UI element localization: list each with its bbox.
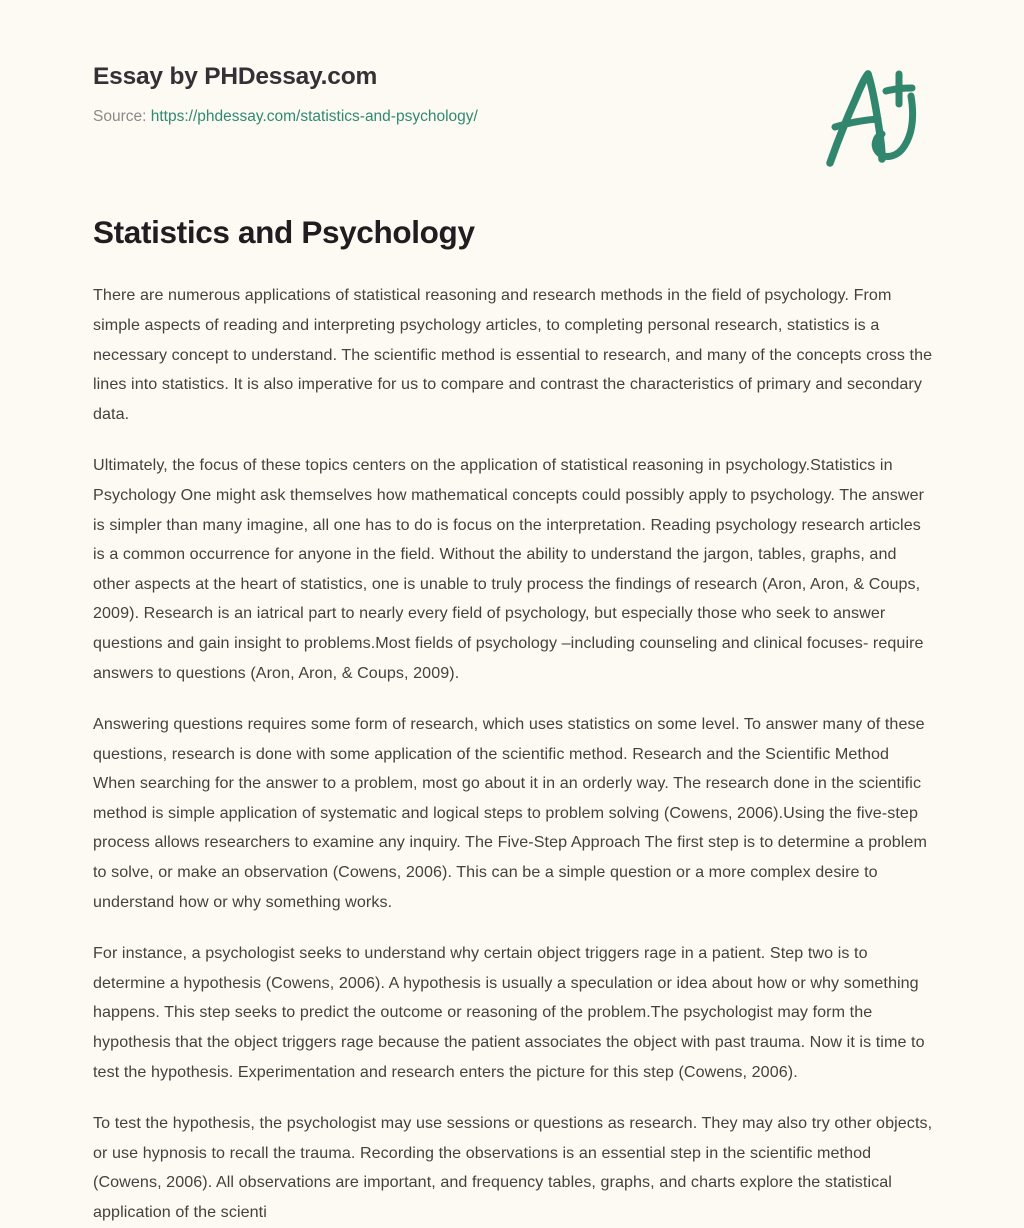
paragraph: Ultimately, the focus of these topics centers on the application of statistical reasoning in psychology.Statistics in Psychology One might ask themselves how mathematical concepts could possibly apply to psychology. The answer is simpler than many imagine, all one has to do is focus on the interpretation. Reading psychology research articles is a common occurrence for anyone in the field. Without the ability to understand the jargon, tables, graphs, and other aspects at the heart of statistics, one is unable to truly process the findings of research (Aron, Aron, & Coups, 2009). Research is an iatrical part to nearly every field of psychology, but especially those who seek to answer questions and gain insight to problems.Most fields of psychology –including counseling and clinical focuses- require answers to questions (Aron, Aron, & Coups, 2009). — [93, 456, 925, 682]
article-body — [93, 281, 935, 1227]
a-plus-logo — [812, 62, 932, 172]
a-plus-logo-icon — [812, 62, 932, 172]
source-url-link[interactable]: https://phdessay.com/statistics-and-psychology/ — [150, 108, 478, 126]
source-label: Source: — [93, 108, 147, 126]
article — [93, 213, 935, 1228]
paragraph: Answering questions requires some form of research, which uses statistics on some level. To answer many of these questions, research is done with some application of the scientific method. Research and the Scientific Method When searching for the answer to a problem, most go about it in an orderly way. The research done in the scientific method is simple application of systematic and logical steps to problem solving (Cowens, 2006).Using the five-step process allows researchers to examine any inquiry. The Five-Step Approach The first step is to determine a problem to solve, or make an observation (Cowens, 2006). This can be a simple question or a more complex desire to understand how or why something works. — [93, 715, 927, 911]
source-line — [93, 107, 733, 127]
brand-block — [93, 62, 733, 128]
paragraph: To test the hypothesis, the psychologist may use sessions or questions as research. They may also try other objects, or use hypnosis to recall the trauma. Recording the observations is an essential step in the scientific method (Cowens, 2006). All observations are important, and frequency tables, graphs, and charts explore the statistical application of the scienti — [93, 1114, 933, 1221]
page-header — [0, 0, 1024, 195]
page-title: Statistics and Psychology — [93, 214, 475, 250]
paragraph: For instance, a psychologist seeks to understand why certain object triggers rage in a patient. Step two is to determine a hypothesis (Cowens, 2006). A hypothesis is usually a speculation or idea about how or why something happens. This step seeks to predict the outcome or reasoning of the problem.The psychologist may form the hypothesis that the object triggers rage because the patient associates the object with past trauma. Now it is time to test the hypothesis. Experimentation and research enters the picture for this step (Cowens, 2006). — [93, 944, 925, 1081]
paragraph: There are numerous applications of statistical reasoning and research methods in the field of psychology. From simple aspects of reading and interpreting psychology articles, to completing personal research, statistics is a necessary concept to understand. The scientific method is essential to research, and many of the concepts cross the lines into statistics. It is also imperative for us to compare and contrast the characteristics of primary and secondary data. — [93, 286, 933, 423]
brand-title: Essay by PHDessay.com — [93, 63, 378, 90]
